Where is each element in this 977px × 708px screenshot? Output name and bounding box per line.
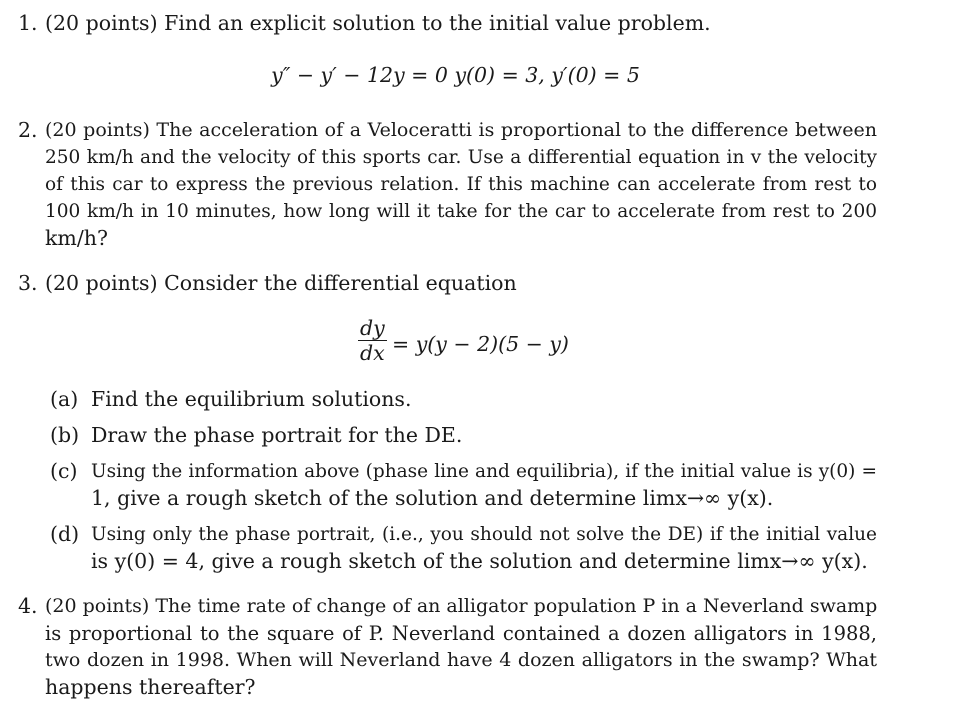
problem-text (45, 10, 877, 37)
problem-text (45, 593, 877, 701)
problem-text (45, 117, 877, 252)
text-line: (20 points) The acceleration of a Veloceratti is proportional to the difference between (45, 119, 877, 141)
subpart-text (91, 422, 877, 449)
subpart-text (91, 458, 877, 512)
text-line: 1, give a rough sketch of the solution and determine limx→∞ y(x). (91, 486, 774, 510)
equation: y″ − y′ − 12y = 0 y(0) = 3, y′(0) = 5 (271, 63, 640, 87)
derivative-fraction (358, 316, 387, 365)
text-line: happens thereafter? (45, 675, 256, 699)
text-line: Using only the phase portrait, (i.e., you should not solve the DE) if the initial value (91, 524, 877, 545)
problem-number: 1. (18, 11, 38, 35)
fraction-numerator: dy (360, 316, 385, 340)
fraction-denominator: dx (360, 341, 385, 365)
text-line: (20 points) Consider the differential equation (45, 271, 517, 295)
text-line: of this car to express the previous relation. If this machine can accelerate from rest to (45, 174, 877, 195)
text-line: Using the information above (phase line and equilibria), if the initial value is y(0) = (91, 461, 877, 482)
subpart-text (91, 521, 877, 575)
subpart-text (91, 386, 877, 413)
text-line: (20 points) The time rate of change of an alligator population P in a Neverland swamp (45, 595, 878, 617)
text-line: two dozen in 1998. When will Neverland have 4 dozen alligators in the swamp? What (45, 649, 877, 671)
problem-number: 3. (18, 271, 38, 295)
text-line: 250 km/h and the velocity of this sports car. Use a differential equation in v the velocity (45, 147, 877, 168)
subpart-label: (a) (50, 387, 79, 411)
text-line: Draw the phase portrait for the DE. (91, 423, 463, 447)
equation-rhs: = y(y − 2)(5 − y) (392, 332, 569, 356)
subpart-label: (b) (50, 423, 80, 447)
problem-number: 4. (18, 594, 38, 618)
subpart-label: (c) (50, 459, 78, 483)
text-line: Find the equilibrium solutions. (91, 387, 412, 411)
text-line: is y(0) = 4, give a rough sketch of the solution and determine limx→∞ y(x). (91, 549, 868, 573)
text-line: 100 km/h in 10 minutes, how long will it take for the car to accelerate from rest to 200 (45, 201, 877, 222)
text-line: is proportional to the square of P. Neverland contained a dozen alligators in 1988, (45, 622, 877, 645)
problem-text (45, 270, 877, 297)
problem-number: 2. (18, 118, 38, 142)
text-line: (20 points) Find an explicit solution to the initial value problem. (45, 11, 711, 35)
subpart-label: (d) (50, 522, 80, 546)
text-line: km/h? (45, 226, 108, 250)
